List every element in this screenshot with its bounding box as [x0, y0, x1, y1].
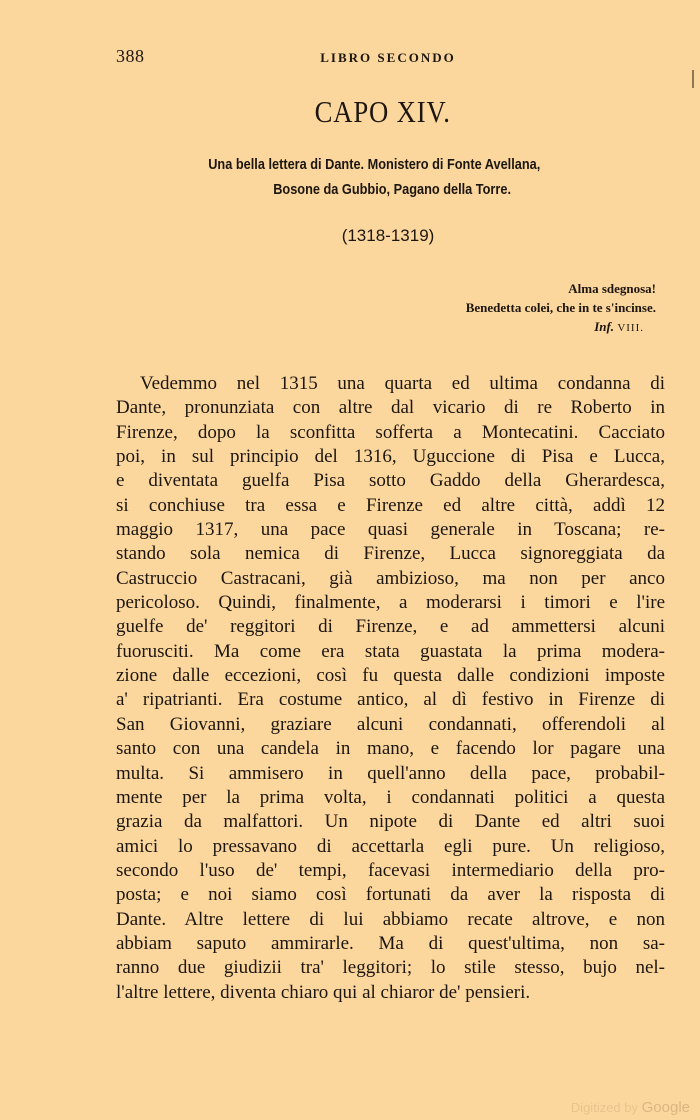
chapter-summary — [192, 152, 549, 202]
body-line: secondo l'uso de' tempi, facevasi intermediario della pro- — [116, 859, 665, 881]
body-line: Vedemmo nel 1315 una quarta ed ultima condanna di — [140, 373, 665, 394]
body-line: zione dalle eccezioni, così fu questa dalle condizioni imposte — [116, 665, 665, 687]
body-line: stando sola nemica di Firenze, Lucca signoreggiata da — [116, 543, 665, 565]
running-head: LIBRO SECONDO — [320, 50, 456, 65]
epigraph-reference-number: VIII. — [617, 322, 644, 334]
digitization-watermark — [571, 1099, 690, 1116]
body-line: Castruccio Castracani, già ambizioso, ma non per anco — [116, 567, 665, 589]
epigraph-reference-work: Inf. — [594, 319, 615, 334]
body-line: amici lo pressavano di accettarla egli pure. Un religioso, — [116, 835, 665, 857]
body-line: maggio 1317, una pace quasi generale in Toscana; re- — [116, 519, 665, 541]
body-line: mente per la prima volta, i condannati politici a questa — [116, 786, 665, 808]
body-line: poi, in sul principio del 1316, Uguccione di Pisa e Lucca, — [116, 446, 665, 468]
body-line: posta; e noi siamo così fortunati da aver la risposta di — [116, 884, 665, 906]
body-line: e diventata guelfa Pisa sotto Gaddo della Gherardesca, — [116, 470, 665, 492]
watermark-prefix: Digitized by — [570, 1100, 638, 1115]
chapter-summary-line: Una bella lettera di Dante. Monistero di Fonte Avellana, — [208, 156, 541, 173]
body-line: pericoloso. Quindi, finalmente, a moderarsi i timori e l'ire — [116, 592, 665, 614]
watermark-brand: Google — [641, 1099, 690, 1116]
body-line: fuorusciti. Ma come era stata guastata la prima modera- — [116, 640, 665, 662]
body-line: Dante. Altre lettere di lui abbiamo recate altrove, e non — [116, 908, 665, 930]
chapter-summary-line: Bosone da Gubbio, Pagano della Torre. — [273, 181, 511, 198]
body-line: abbiam saputo ammirarle. Ma di quest'ultima, non sa- — [116, 932, 665, 954]
epigraph-reference — [466, 317, 656, 338]
body-line: grazia da malfattori. Un nipote di Dante ed altri suoi — [116, 811, 665, 833]
body-line: l'altre lettere, diventa chiaro qui al chiaror de' pensieri. — [116, 981, 531, 1003]
epigraph-line: Alma sdegnosa! — [568, 281, 656, 296]
edge-mark — [692, 70, 694, 88]
body-line: Dante, pronunziata con altre dal vicario di re Roberto in — [116, 397, 665, 419]
body-line: multa. Si ammisero in quell'anno della pace, probabil- — [116, 762, 665, 784]
epigraph — [466, 279, 656, 338]
body-line: guelfe de' reggitori di Firenze, e ad ammettersi alcuni — [116, 616, 665, 638]
chapter-title: CAPO XIV. — [314, 94, 451, 129]
body-line: a' ripatrianti. Era costume antico, al dì festivo in Firenze di — [116, 689, 665, 711]
body-line: Firenze, dopo la sconfitta sofferta a Montecatini. Cacciato — [116, 421, 665, 443]
body-line: santo con una candela in mano, e facendo lor pagare una — [116, 738, 665, 760]
body-line: San Giovanni, graziare alcuni condannati, offerendoli al — [116, 713, 665, 735]
body-paragraph — [116, 372, 665, 1005]
chapter-dates: (1318-1319) — [341, 226, 435, 245]
page-number: 388 — [116, 46, 145, 66]
body-line: ranno due giudizii tra' leggitori; lo stile stesso, bujo nel- — [116, 957, 665, 979]
body-line: si conchiuse tra essa e Firenze ed altre città, addì 12 — [116, 494, 665, 516]
epigraph-line: Benedetta colei, che in te s'incinse. — [465, 300, 656, 315]
